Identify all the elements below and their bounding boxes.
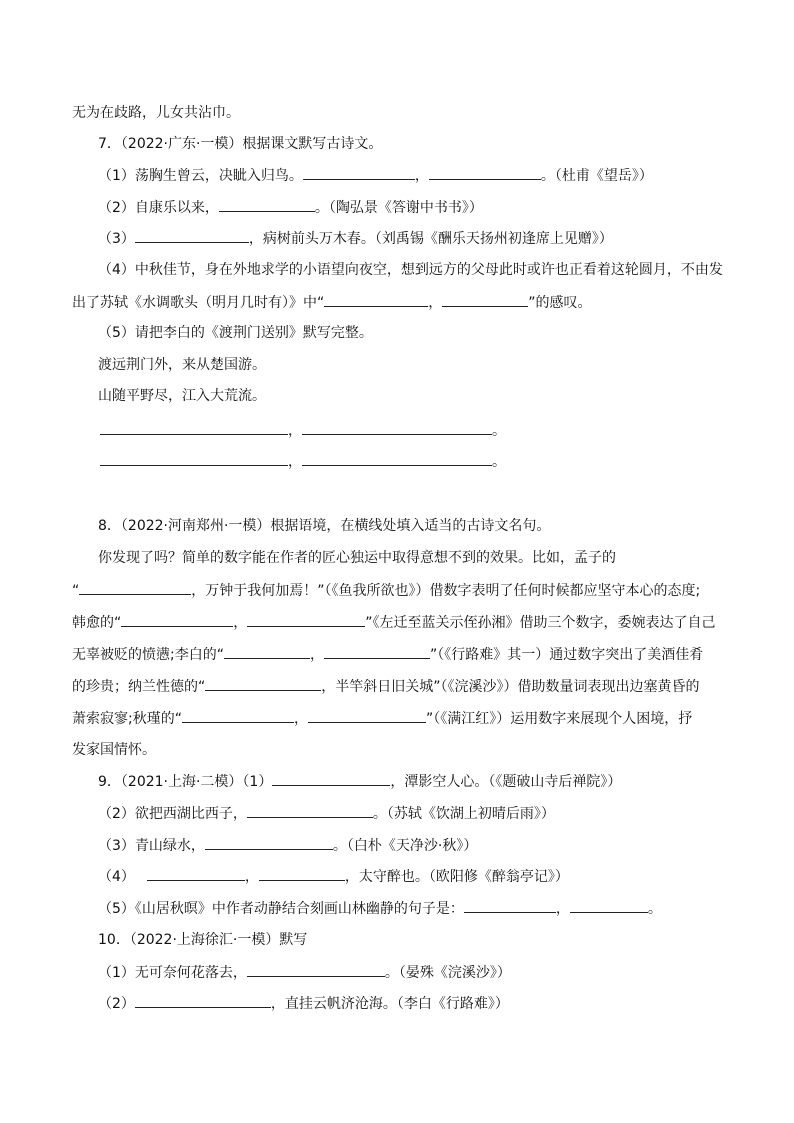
question-8-line-6 [72,708,692,729]
text-line: 无为在歧路，儿女共沾巾。 [72,105,240,121]
text: ，太守醉也。（欧阳修《醉翁亭记》） [344,869,569,885]
text: ， [414,168,429,184]
text: ， [288,423,302,439]
answer-blank[interactable] [302,451,492,466]
answer-blank[interactable] [100,451,288,466]
text: ”（《行路难》其一）通过数字突出了美酒佳肴 [429,647,704,663]
answer-blank[interactable] [219,197,315,212]
text: （4） [98,869,135,885]
text: 。 [647,901,662,917]
question-9-3 [98,835,477,856]
question-8-line-4 [72,644,703,665]
question-8-line-3 [72,612,716,633]
text: ”（《满江红》）运用数字来展现个人困境，抒 [425,711,693,727]
question-8-line-5 [72,676,700,697]
answer-blank[interactable] [79,580,191,595]
text: 。（陶弘景《答谢中书书》） [314,200,483,216]
text: ”《左迁至蓝关示侄孙湘》借助三个数字，委婉表达了自己 [365,615,716,631]
question-7-4-line1: （4）中秋佳节，身在外地求学的小语望向夜空，想到远方的父母此时或许也正看着这轮圆月，不由发 [98,262,723,278]
text: （2）自康乐以来， [98,200,219,216]
text: ， [288,454,302,470]
question-7-5: （5）请把李白的《渡荆门送别》默写完整。 [98,325,373,341]
text: ，直挂云帆济沧海。（李白《行路难》） [270,996,509,1012]
text: ，半竿斜日旧关城”（《浣溪沙》）借助数量词表现出边塞黄昏的 [321,679,700,695]
answer-blank[interactable] [272,771,390,786]
question-8-line-7: 发家国情怀。 [72,742,156,758]
question-7-4-line2 [72,292,592,313]
answer-blank[interactable] [429,165,541,180]
answer-blank[interactable] [135,228,249,243]
answer-blank[interactable] [324,292,428,307]
text: （1）无可奈何花落去， [98,965,247,981]
question-10-1 [98,962,511,983]
answer-blank[interactable] [570,898,648,913]
text: 。 [492,454,506,470]
text: ， [309,647,324,663]
text: “ [72,583,80,599]
text: 。（白朴《天净沙·秋》） [332,838,478,854]
text: （2） [98,996,135,1012]
text: ， [555,901,570,917]
answer-blank[interactable] [224,644,310,659]
poem-blank-line-1 [100,420,506,441]
text: ，病树前头万木春。（刘禹锡《酬乐天扬州初逢席上见赠》） [248,231,613,247]
question-7-3 [98,228,613,249]
text: ， [244,869,259,885]
text: ”的感叹。 [528,295,592,311]
text: 。（苏轼《饮湖上初晴后雨》） [372,806,555,822]
answer-blank[interactable] [302,420,492,435]
text: ， [233,615,248,631]
answer-blank[interactable] [135,993,271,1008]
text: ， [293,711,308,727]
answer-blank[interactable] [259,866,345,881]
text: ，潭影空人心。（《题破山寺后禅院》） [390,774,622,790]
answer-blank[interactable] [205,835,333,850]
text: ，万钟于我何加焉！”（《鱼我所欲也》）借数字表明了任何时候都应坚守本心的态度; [191,583,701,599]
text: 的珍贵；纳兰性德的“ [72,679,206,695]
question-9-1 [98,771,621,792]
question-7-2 [98,197,483,218]
question-7-1 [98,165,653,186]
text: （3）青山绿水， [98,838,205,854]
text: 。（杜甫《望岳》） [540,168,653,184]
answer-blank[interactable] [303,165,415,180]
text: 。（晏殊《浣溪沙》） [384,965,511,981]
poem-line-1: 渡远荆门外，来从楚国游。 [98,357,266,373]
poem-line-2: 山随平野尽，江入大荒流。 [98,388,266,404]
answer-blank[interactable] [308,708,426,723]
text: 。 [492,423,506,439]
answer-blank[interactable] [247,962,385,977]
text: 韩愈的“ [72,615,122,631]
question-10-2 [98,993,509,1014]
answer-blank[interactable] [121,612,233,627]
question-10-heading: 10．（2022·上海徐汇·一模）默写 [98,932,308,948]
question-9-5 [98,898,662,919]
question-8-paragraph-1: 你发现了吗？简单的数字能在作者的匠心独运中取得意想不到的效果。比如，孟子的 [98,550,616,566]
text: （5）《山居秋暝》中作者动静结合刻画山林幽静的句子是： [98,901,464,917]
poem-blank-line-2 [100,451,506,472]
answer-blank[interactable] [442,292,528,307]
text: （3） [98,231,135,247]
question-8-line-2 [72,580,700,601]
question-9-2 [98,803,555,824]
text: （2）欲把西湖比西子， [98,806,247,822]
text: 9．（2021·上海·二模）（1） [98,774,273,790]
answer-blank[interactable] [464,898,556,913]
text: （1）荡胸生曾云，决眦入归鸟。 [98,168,303,184]
text: 出了苏轼《水调歌头（明月几时有）》中“ [72,295,325,311]
answer-blank[interactable] [147,866,245,881]
question-7-heading: 7．（2022·广东·一模）根据课文默写古诗文。 [98,136,383,152]
answer-blank[interactable] [247,612,365,627]
answer-blank[interactable] [100,420,288,435]
answer-blank[interactable] [182,708,294,723]
text: 萧索寂寥;秋瑾的“ [72,711,182,727]
answer-blank[interactable] [205,676,321,691]
question-9-4 [98,866,569,887]
answer-blank[interactable] [324,644,430,659]
text: 无辜被贬的愤懑;李白的“ [72,647,224,663]
answer-blank[interactable] [247,803,373,818]
text: ， [428,295,443,311]
question-8-heading: 8．（2022·河南郑州·一模）根据语境，在横线处填入适当的古诗文名句。 [98,518,551,534]
